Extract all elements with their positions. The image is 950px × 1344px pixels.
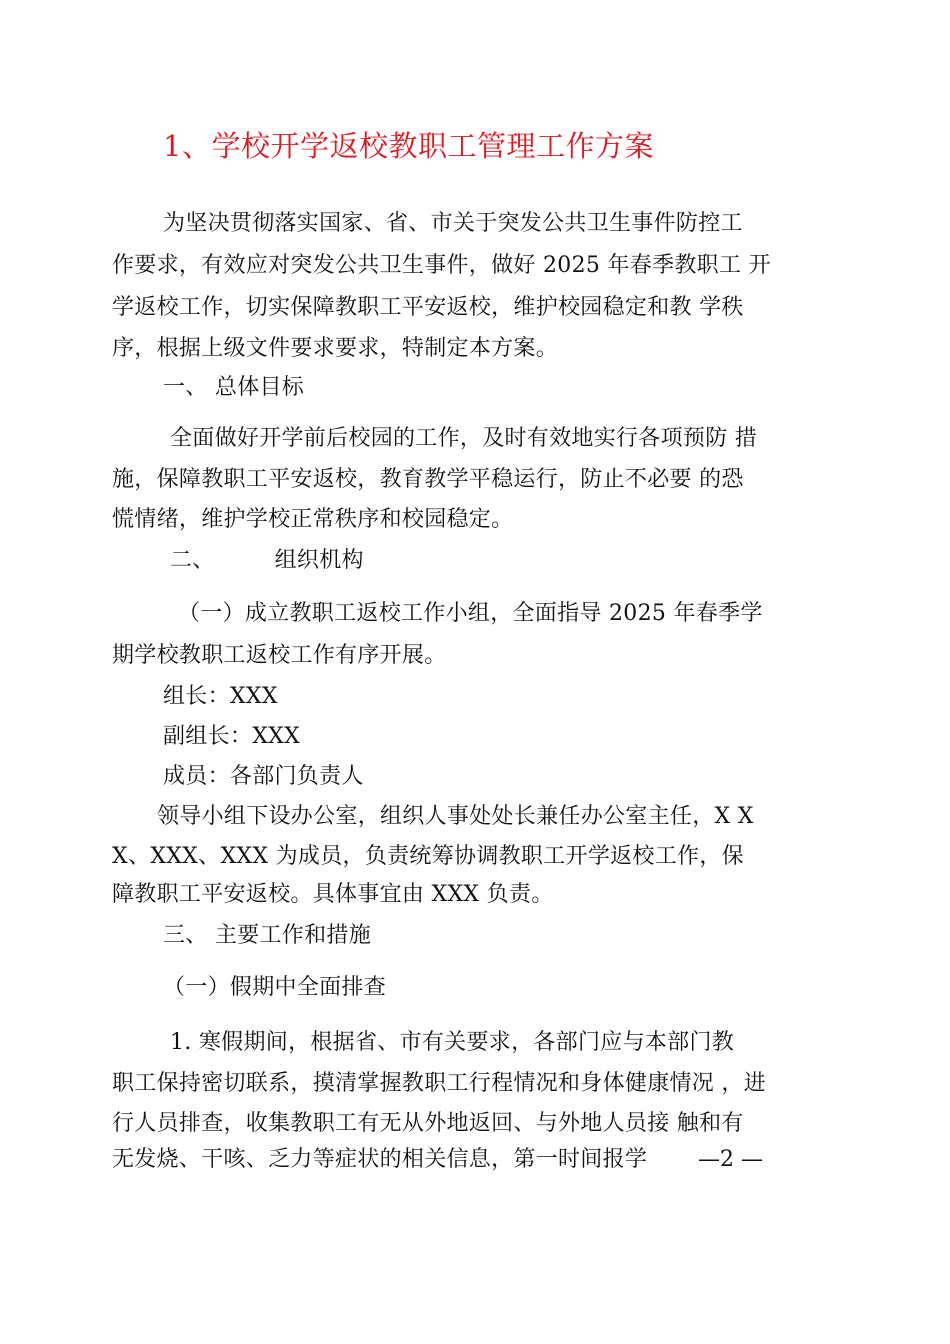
deputy-leader: 副组长：XXX bbox=[163, 724, 301, 749]
group-leader: 组长：XXX bbox=[163, 684, 278, 709]
intro-line-1: 为坚决贯彻落实国家、省、市关于突发公共卫生事件防控工 bbox=[163, 211, 743, 236]
section-2-heading bbox=[170, 546, 364, 576]
office-line-2: X、XXX、XXX 为成员，负责统筹协调教职工开学返校工作，保 bbox=[112, 844, 744, 869]
item-1-line-4: 无发烧、干咳、乏力等症状的相关信息，第一时间报学 bbox=[112, 1147, 648, 1172]
members: 成员：各部门负责人 bbox=[163, 764, 364, 789]
section-1-body-line-3: 慌情绪，维护学校正常秩序和校园稳定。 bbox=[112, 507, 514, 532]
document-title: 1、学校开学返校教职工管理工作方案 bbox=[163, 129, 654, 163]
subsection-1-line-2: 期学校教职工返校工作有序开展。 bbox=[112, 643, 447, 668]
office-line-3: 障教职工平安返校。具体事宜由 XXX 负责。 bbox=[112, 882, 554, 907]
item-1-line-2: 职工保持密切联系，摸清掌握教职工行程情况和身体健康情况 ，进 bbox=[112, 1071, 766, 1096]
page-number: —2 — bbox=[698, 1147, 763, 1172]
intro-line-2: 作要求，有效应对突发公共卫生事件，做好 2025 年春季教职工 开 bbox=[112, 253, 771, 278]
section-1-body-line-1: 全面做好开学前后校园的工作，及时有效地实行各项预防 措 bbox=[170, 426, 758, 451]
section-2-heading-text: 组织机构 bbox=[274, 548, 364, 573]
office-line-1: 领导小组下设办公室，组织人事处处长兼任办公室主任，X X bbox=[157, 804, 754, 829]
intro-line-4: 序，根据上级文件要求要求，特制定本方案。 bbox=[112, 336, 559, 361]
section-1-heading: 一、 总体目标 bbox=[163, 375, 305, 400]
intro-line-3: 学返校工作，切实保障教职工平安返校，维护校园稳定和教 学秩 bbox=[112, 295, 744, 320]
item-1-line-1: 1. 寒假期间，根据省、市有关要求，各部门应与本部门教 bbox=[170, 1030, 735, 1055]
subsection-1-line-1: （一）成立教职工返校工作小组，全面指导 2025 年春季学 bbox=[178, 601, 763, 626]
item-1-line-3: 行人员排查，收集教职工有无从外地返回、与外地人员接 触和有 bbox=[112, 1111, 744, 1136]
section-1-body-line-2: 施，保障教职工平安返校，教育教学平稳运行，防止不必要 的恐 bbox=[112, 467, 744, 492]
section-2-heading-number: 二、 bbox=[170, 548, 215, 573]
section-3-heading: 三、 主要工作和措施 bbox=[163, 923, 371, 948]
subsection-3-1-heading: （一）假期中全面排查 bbox=[163, 975, 387, 1000]
